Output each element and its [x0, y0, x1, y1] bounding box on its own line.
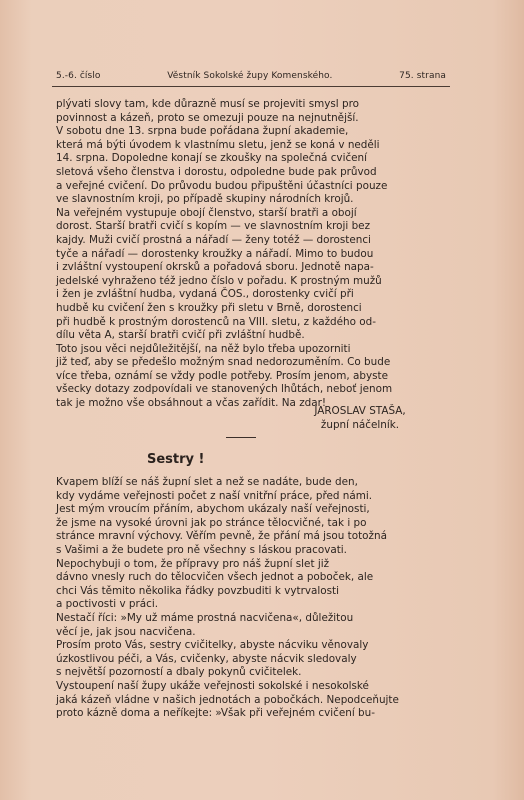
- text-line: že jsme na vysoké úrovni jak po stránce tělocvičné, tak i po: [56, 516, 367, 529]
- text-line: plývati slovy tam, kde důrazně musí se projeviti smysl pro: [56, 98, 359, 110]
- section-text: [56, 476, 428, 721]
- text-line: při hudbě k prostným dorostenců na VIII. sletu, z každého od-: [56, 315, 376, 328]
- signature-name: JAROSLAV STAŠA,: [314, 405, 406, 417]
- journal-title: Věstník Sokolské župy Komenského.: [167, 71, 333, 81]
- text-line: dílu věta A, starší bratři cvičí při zvláštní hudbě.: [56, 329, 305, 342]
- text-line: která má býti úvodem k vlastnímu sletu, jenž se koná v neděli: [56, 138, 380, 151]
- text-line: tak je možno vše obsáhnout a včas zařídit. Na zdar!: [56, 397, 327, 410]
- text-line: Prosím proto Vás, sestry cvičitelky, abyste nácviku věnovaly: [56, 639, 369, 652]
- text-line: Na veřejném vystupuje obojí členstvo, starší bratři a obojí: [56, 206, 357, 219]
- text-line: chci Vás těmito několika řádky povzbuditi k vytrvalosti: [56, 584, 339, 597]
- text-line: dávno vnesly ruch do tělocvičen všech jednot a poboček, ale: [56, 571, 374, 584]
- text-line: s největší pozorností a dbaly pokynů cvičitelek.: [56, 666, 302, 679]
- text-line: a poctivosti v práci.: [56, 598, 159, 611]
- text-line: V sobotu dne 13. srpna bude pořádana župní akademie,: [56, 125, 349, 138]
- header-rule: [52, 86, 450, 87]
- text-line: jaká kázeň vládne v našich jednotách a pobočkách. Nepodceňujte: [56, 693, 399, 706]
- text-line: již teď, aby se předešlo možným snad nedorozuměním. Co bude: [56, 356, 391, 369]
- text-line: věcí je, jak jsou nacvičena.: [56, 625, 196, 638]
- text-line: i žen je zvláštní hudba, vydaná ČOS., dorostenky cvičí při: [56, 288, 354, 301]
- text-line: a veřejné cvičení. Do průvodu budou připuštěni účastníci pouze: [56, 179, 388, 192]
- text-line: i zvláštní vystoupení okrsků a pořadová sboru. Jednotě napa-: [56, 261, 374, 274]
- page-header: [56, 71, 446, 81]
- text-line: ve slavnostním kroji, po případě skupiny národních krojů.: [56, 193, 354, 206]
- text-line: hudbě ku cvičení žen s kroužky při sletu v Brně, dorostenci: [56, 301, 362, 314]
- text-line: s Vašimi a že budete pro ně všechny s láskou pracovati.: [56, 543, 347, 556]
- text-line: Jest mým vroucím přáním, abychom ukázaly naší veřejnosti,: [56, 503, 370, 516]
- section-divider: [226, 437, 256, 438]
- text-line: kajdy. Muži cvičí prostná a nářadí — ženy totéž — dorostenci: [56, 233, 371, 246]
- text-line: Vystoupení naší župy ukáže veřejnosti sokolské i nesokolské: [56, 679, 369, 692]
- text-line: více třeba, oznámí se vždy podle potřeby. Prosím jenom, abyste: [56, 369, 388, 382]
- text-line: 14. srpna. Dopoledne konají se zkoušky na společná cvičení: [56, 152, 368, 165]
- issue-number: 5.-6. číslo: [56, 71, 101, 81]
- section-heading: Sestry !: [147, 452, 205, 467]
- text-line: všecky dotazy zodpovídali ve stanovených lhůtách, neboť jenom: [56, 383, 393, 396]
- text-line: tyče a nářadí — dorostenky kroužky a nářadí. Mimo to budou: [56, 247, 374, 260]
- text-line: jedelské vyhraženo též jedno číslo v pořadu. K prostným mužů: [56, 274, 382, 287]
- text-line: kdy vydáme veřejnosti počet z naší vnitřní práce, před námi.: [56, 489, 373, 502]
- text-line: dorost. Starší bratři cvičí s kopím — ve slavnostním kroji bez: [56, 220, 371, 233]
- text-line: sletová všeho členstva i dorostu, odpoledne bude pak průvod: [56, 165, 377, 178]
- text-line: Nestačí říci: »My už máme prostná nacvičena«, důležitou: [56, 611, 354, 624]
- text-line: povinnost a kázeň, proto se omezuji pouze na nejnutnější.: [56, 111, 359, 124]
- text-line: Nepochybuji o tom, že přípravy pro náš župní slet již: [56, 557, 330, 570]
- text-line: stránce mravní výchovy. Věřím pevně, že přání má jsou totožná: [56, 530, 387, 543]
- page-number: 75. strana: [399, 71, 446, 81]
- text-line: proto kázně doma a neříkejte: »Však při veřejném cvičení bu-: [56, 707, 375, 720]
- body-text: [56, 98, 428, 411]
- text-line: Toto jsou věci nejdůležitější, na něž bylo třeba upozorniti: [56, 342, 351, 355]
- signature-block: [290, 404, 430, 432]
- text-line: Kvapem blíží se náš župní slet a než se nadáte, bude den,: [56, 476, 358, 488]
- signature-title: župní náčelník.: [320, 419, 400, 431]
- text-line: úzkostlivou péči, a Vás, cvičenky, abyste nácvik sledovaly: [56, 652, 357, 665]
